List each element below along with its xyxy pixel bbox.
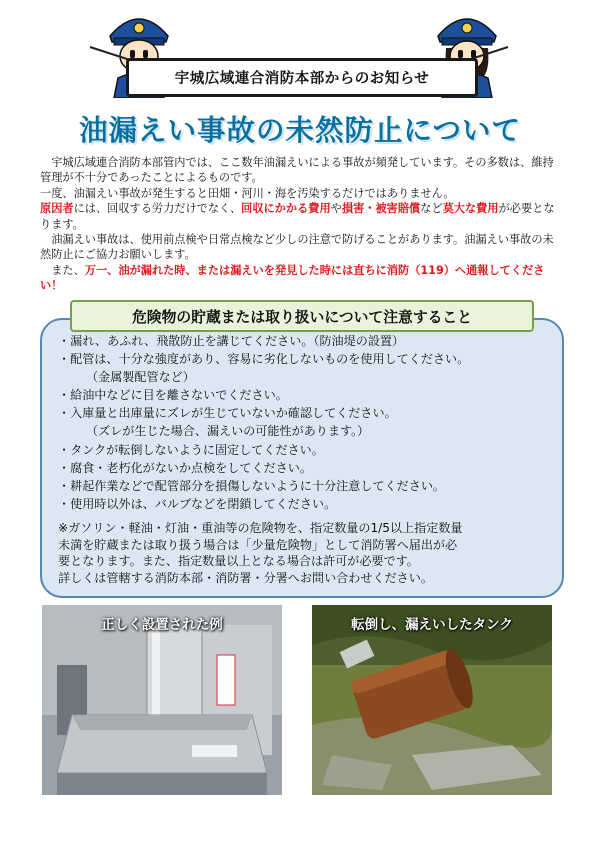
notice-signboard: [126, 58, 478, 97]
signboard-text: 宇城広域連合消防本部からのお知らせ: [174, 71, 430, 87]
caution-heading: 危険物の貯蔵または取り扱いについて注意すること: [70, 300, 534, 332]
note-line: 未満を貯蔵または取り扱う場合は「少量危険物」として消防署へ届出が必: [58, 537, 458, 552]
caution-list: [58, 332, 548, 513]
highlight-damages: 損害・被害賠償: [341, 202, 421, 216]
photo-correct-image: [42, 605, 282, 795]
intro-text: [40, 155, 556, 294]
header-banner: [0, 0, 600, 100]
caution-item: ・腐食・老朽化がないか点検をしてください。: [58, 460, 312, 475]
caution-item-sub: （ズレが生じた場合、漏えいの可能性があります。）: [86, 424, 370, 439]
caution-item: ・入庫量と出庫量にズレが生じていないか確認してください。: [58, 406, 397, 421]
photo-leaked-image: [312, 605, 552, 795]
intro-paragraph-4: 油漏えい事故は、使用前点検や日常点検など少しの注意で防げることがあります。油漏えい事故の未然防止にご協力お願いします。: [40, 233, 554, 262]
caution-item: ・使用時以外は、バルブなどを閉鎖してください。: [58, 496, 337, 511]
intro-paragraph-2: 一度、油漏えい事故が発生すると田畑・河川・海を汚染するだけではありません。: [40, 186, 455, 200]
photo-correct-installation: [42, 605, 282, 795]
note-line: ※ガソリン・軽油・灯油・重油等の危険物を、指定数量の1/5以上指定数量: [58, 521, 463, 535]
caution-item: ・タンクが転倒しないように固定してください。: [58, 442, 324, 457]
intro-paragraph-1: 宇城広域連合消防本部管内では、ここ数年油漏えいによる事故が頻発しています。その多数は、維持管理が不十分であったことによるものです。: [40, 156, 554, 185]
highlight-huge-cost: 莫大な費用: [442, 202, 499, 216]
caution-item: ・漏れ、あふれ、飛散防止を講じてください。（防油堤の設置）: [58, 334, 405, 348]
photo-correct-caption: 正しく設置された例: [101, 617, 223, 633]
highlight-recovery-cost: 回収にかかる費用: [241, 202, 331, 216]
caution-note: [58, 520, 548, 586]
note-line: 詳しくは管轄する消防本部・消防署・分署へお問い合わせください。: [58, 570, 433, 585]
intro-text-fragment: が必要となります。: [40, 202, 555, 231]
intro-text-fragment: また、: [40, 263, 85, 277]
photo-leaked-tank: [312, 605, 552, 795]
intro-text-fragment: には、回収する労力だけでなく、: [73, 202, 242, 216]
caution-item-sub: （金属製配管など）: [86, 370, 195, 385]
photo-leaked-caption: 転倒し、漏えいしたタンク: [351, 617, 513, 633]
intro-paragraph-3: [40, 201, 556, 232]
highlight-culprit: 原因者: [40, 202, 74, 216]
caution-item: ・給油中などに目を離さないでください。: [58, 388, 288, 403]
note-line: 要となります。また、指定数量以上となる場合は許可が必要です。: [58, 554, 419, 569]
caution-item: ・配管は、十分な強度があり、容易に劣化しないものを使用してください。: [58, 352, 470, 367]
intro-text-fragment: や: [330, 202, 342, 216]
highlight-emergency-call: 万一、油が漏れた時、または漏えいを発見した時には直ちに消防（119）へ通報してください！: [40, 263, 545, 293]
page-title: 油漏えい事故の未然防止について: [79, 114, 521, 147]
caution-item: ・耕起作業などで配管部分を損傷しないように十分注意してください。: [58, 478, 446, 493]
intro-paragraph-5: [40, 263, 556, 294]
intro-text-fragment: など: [420, 202, 443, 216]
